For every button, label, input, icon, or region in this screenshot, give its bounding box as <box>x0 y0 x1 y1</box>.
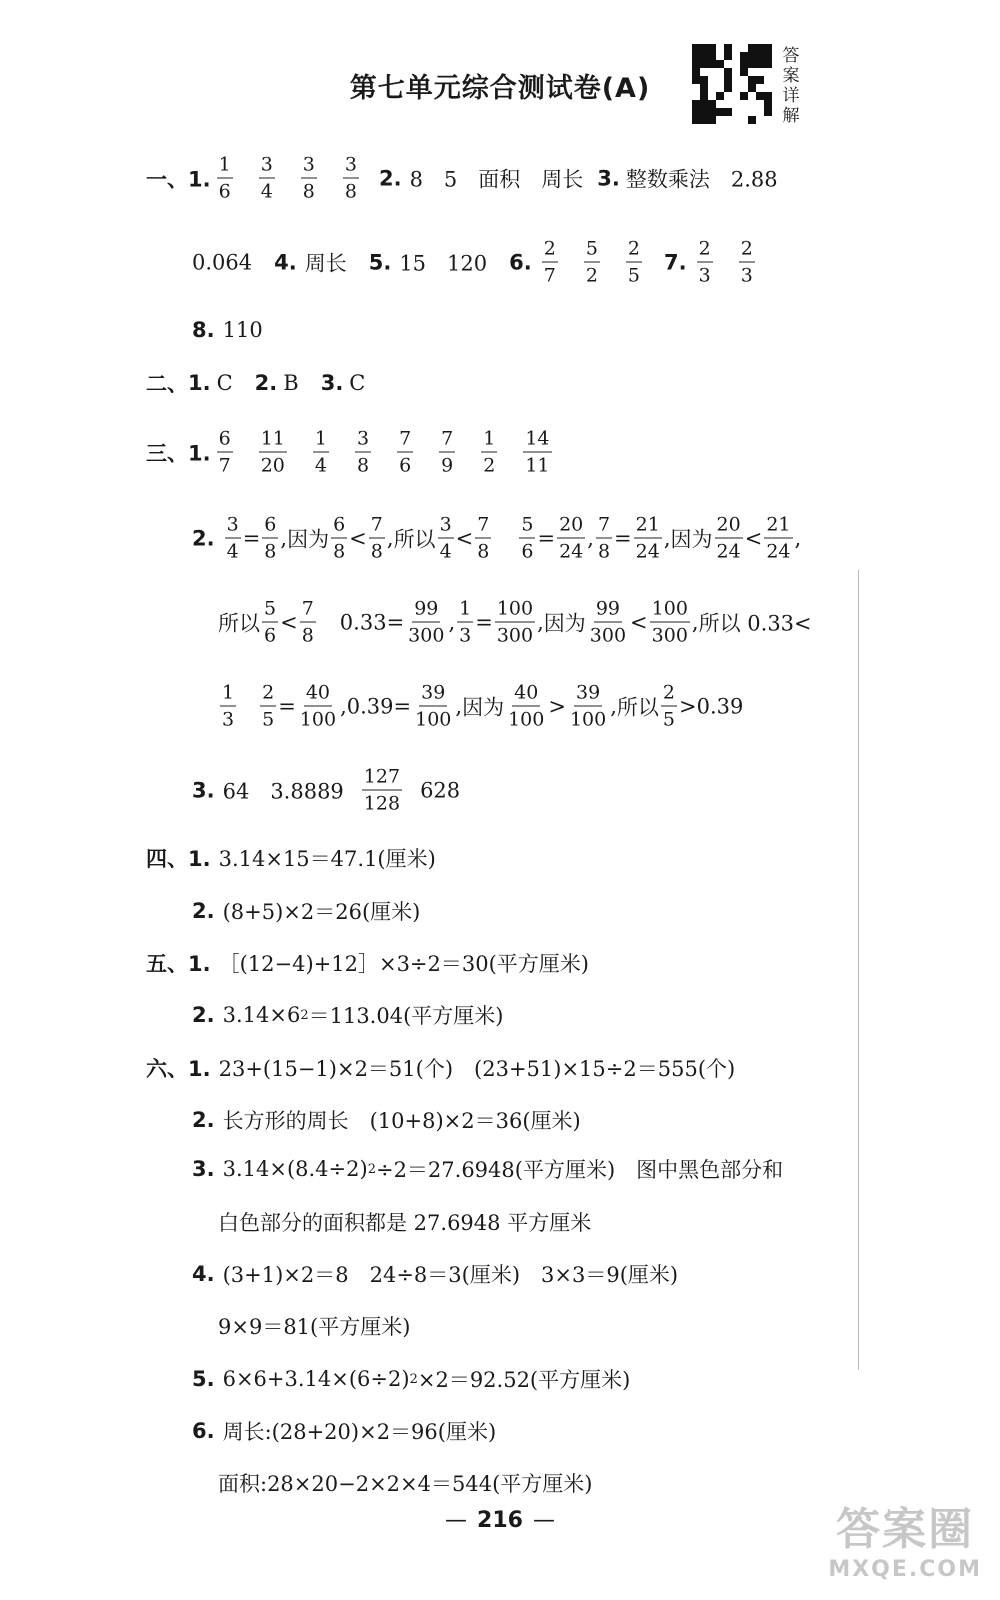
s3-line1: 三、1. $\frac{6}{7}$ $\frac{11}{20}$ $\frac{1}{4}$ $\frac{3}{8}$ $\frac{7}{6}$ $\frac{7}{9}$ $\frac{1}{2}$ $\frac{14}{11}$ <box>146 427 550 477</box>
margin-rule <box>858 570 859 1370</box>
fraction: $\frac{3}{4}$ <box>260 153 273 203</box>
s6-line9: 面积:28×20−2×2×4＝544(平方厘米) <box>218 1472 593 1496</box>
s1-line1: 一、1. $\frac{1}{6}$ $\frac{3}{4}$ $\frac{3}{8}$ $\frac{3}{8}$ 2. 8 5 面积 周长 3. 整数乘法 2.88 <box>146 153 778 203</box>
fraction: $\frac{7}{6}$ <box>399 427 412 477</box>
fraction: $\frac{5}{2}$ <box>585 237 598 287</box>
fraction: $\frac{11}{20}$ <box>260 427 285 477</box>
s6-line2: 2. 长方形的周长 (10+8)×2＝36(厘米) <box>192 1108 581 1133</box>
s3-line5: 3. 64 3.8889 $\frac{127}{128}$ 628 <box>192 765 461 815</box>
fraction: $\frac{7}{9}$ <box>441 427 454 477</box>
s5-line2: 2. 3.14×6 2 ＝113.04(平方厘米) <box>192 1003 504 1028</box>
page-number: — 216 — <box>445 1508 555 1533</box>
fraction: $\frac{2}{7}$ <box>543 237 556 287</box>
s3-line2: 2. $\frac{3}{4}$ = $\frac{6}{8}$ , 因为 $\frac{6}{8}$ < $\frac{7}{8}$ , 所以 $\frac{3}{4}$ < $\frac{7}{8}$ $\frac{5}{6}$ = $\frac{20}{24}$ , $\frac{7}{8}$ = $\frac{21}{24}$ , 因为 $\frac{20}{24}$ < $\frac{21}{24}$ , <box>192 513 802 563</box>
s6-line4: 白色部分的面积都是 27.6948 平方厘米 <box>218 1211 592 1235</box>
page-title: 第七单元综合测试卷(A) <box>349 73 651 104</box>
fraction: $\frac{2}{5}$ <box>627 237 640 287</box>
fraction: $\frac{1}{6}$ <box>218 153 231 203</box>
s6-line5: 4. (3+1)×2＝8 24÷8＝3(厘米) 3×3＝9(厘米) <box>192 1262 679 1287</box>
fraction: $\frac{2}{3}$ <box>698 237 711 287</box>
s3-line3: 所以 $\frac{5}{6}$ < $\frac{7}{8}$ 0.33 = $\frac{99}{300}$ , $\frac{1}{3}$ = $\frac{100}{300}$ , 因为 $\frac{99}{300}$ < $\frac{100}{300}$ , 所以 0.33< <box>218 597 812 647</box>
s1-line2: 0.064 4. 周长 5. 15 120 6. $\frac{2}{7}$ $\frac{5}{2}$ $\frac{2}{5}$ 7. $\frac{2}{3}$ $\frac{2}{3}$ <box>192 237 753 287</box>
qr-label: 答 案 详 解 <box>782 46 800 126</box>
s6-line3: 3. 3.14×(8.4÷2) 2 ÷2＝27.6948(平方厘米) 图中黑色部分和 <box>192 1157 784 1182</box>
s4-line1: 四、1. 3.14×15＝47.1(厘米) <box>146 847 436 871</box>
watermark-logo: 答案圈 MXQE.COM <box>828 1504 982 1582</box>
fraction: $\frac{3}{8}$ <box>344 153 357 203</box>
fraction: $\frac{6}{7}$ <box>218 427 231 477</box>
s3-line4: $\frac{1}{3}$ $\frac{2}{5}$ = $\frac{40}{100}$ , 0.39 = $\frac{39}{100}$ , 因为 $\frac{40}{100}$ > $\frac{39}{100}$ , 所以 $\frac{2}{5}$ >0.39 <box>222 681 744 731</box>
s6-line6: 9×9＝81(平方厘米) <box>218 1315 411 1339</box>
s6-line8: 6. 周长:(28+20)×2＝96(厘米) <box>192 1419 497 1444</box>
qr-code-icon <box>692 44 772 124</box>
fraction: $\frac{3}{8}$ <box>356 427 370 477</box>
s6-line1: 六、1. 23+(15−1)×2＝51(个) (23+51)×15÷2＝555(个) <box>146 1057 736 1081</box>
fraction: $\frac{3}{8}$ <box>302 153 315 203</box>
fraction: $\frac{1}{4}$ <box>314 427 327 477</box>
s4-line2: 2. (8+5)×2＝26(厘米) <box>192 899 421 924</box>
s5-line1: 五、1. ［(12−4)+12］×3÷2＝30(平方厘米) <box>146 952 589 976</box>
s1-line3: 8. 110 <box>192 318 263 342</box>
fraction: $\frac{14}{11}$ <box>525 427 550 477</box>
s2-line: 二、 1. C 2. B 3. C <box>146 371 366 396</box>
fraction: $\frac{1}{2}$ <box>483 427 496 477</box>
fraction: $\frac{2}{3}$ <box>740 237 753 287</box>
s6-line7: 5. 6×6+3.14×(6÷2) 2 ×2＝92.52(平方厘米) <box>192 1367 631 1392</box>
